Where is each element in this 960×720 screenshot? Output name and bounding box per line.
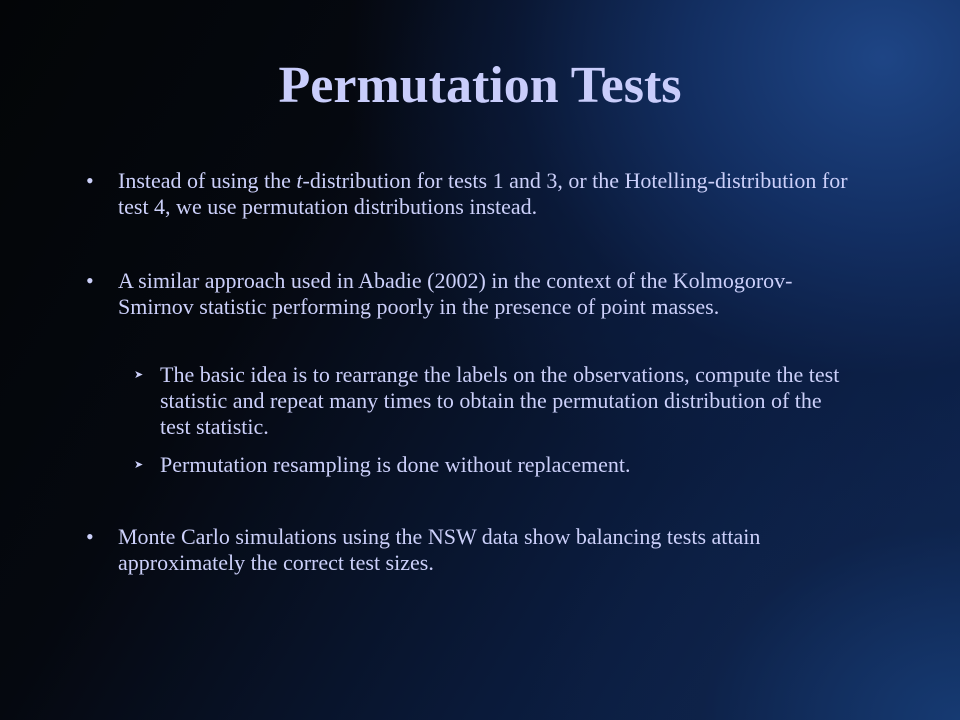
arrow-bullet-icon: ➤: [134, 369, 144, 381]
bullet-marker: •: [86, 524, 94, 549]
sub-bullet-item-2: [134, 452, 850, 478]
bullet-item-3: [86, 524, 858, 576]
sub-bullet-text: The basic idea is to rearrange the labels on the observations, compute the test statistic and repeat many times to obtain the permutation distribution of the test statistic.: [160, 362, 840, 439]
bullet-marker: •: [86, 168, 94, 193]
bullet-text: Monte Carlo simulations using the NSW data show balancing tests attain approximately the correct test sizes.: [118, 524, 761, 575]
bullet-marker: •: [86, 268, 94, 293]
bullet-text-part: Instead of using the: [118, 168, 297, 193]
bullet-text-italic-t: t: [296, 168, 303, 193]
arrow-bullet-icon: ➤: [134, 459, 144, 471]
sub-bullet-item-1: [134, 362, 850, 440]
bullet-text: A similar approach used in Abadie (2002) in the context of the Kolmogorov-Smirnov statistic performing poorly in the presence of point masses.: [118, 268, 793, 319]
bullet-item-1: [86, 168, 858, 220]
sub-bullet-text: Permutation resampling is done without replacement.: [160, 452, 631, 477]
bullet-text-part: -distribution for tests 1 and 3, or the Hotelling-distribution for test 4, we use permutation distributions instead.: [118, 168, 848, 219]
bullet-item-2: [86, 268, 858, 320]
slide-title: Permutation Tests: [278, 57, 682, 114]
